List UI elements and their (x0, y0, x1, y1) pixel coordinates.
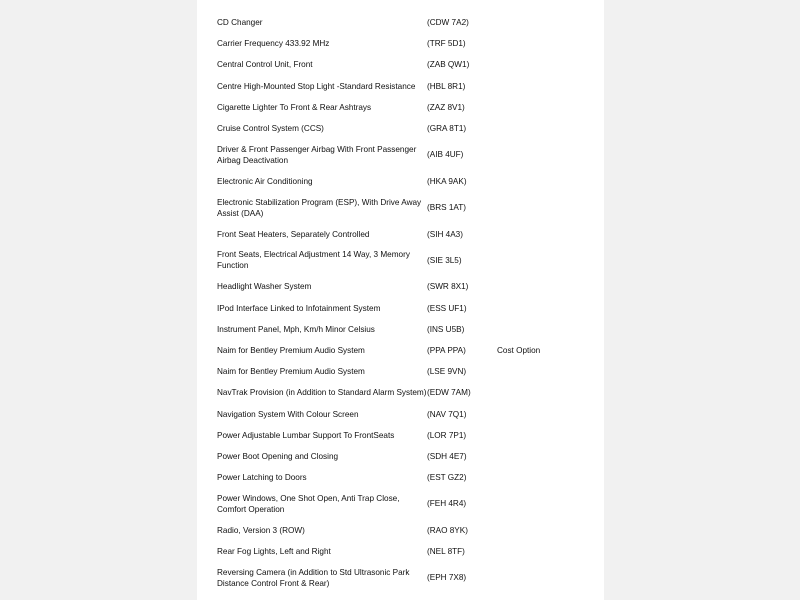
option-name: Naim for Bentley Premium Audio System (217, 367, 365, 377)
option-row (217, 340, 597, 361)
option-code: (FEH 4R4) (427, 499, 467, 509)
option-name: Cruise Control System (CCS) (217, 124, 324, 134)
option-row (217, 33, 597, 54)
option-row (217, 76, 597, 97)
option-name: Power Boot Opening and Closing (217, 451, 339, 461)
option-code: (EPH 7X8) (427, 573, 467, 583)
option-name: Reversing Camera (in Addition to Std Ultrasonic Park Distance Control Front & Rear) (217, 567, 410, 588)
option-row (217, 139, 597, 171)
option-name: Instrument Panel, Mph, Km/h Minor Celsius (217, 324, 375, 334)
option-name: Rear Fog Lights, Left and Right (217, 547, 331, 557)
option-row (217, 446, 597, 467)
option-row (217, 562, 597, 594)
option-code: (LSE 9VN) (427, 367, 467, 377)
option-row (217, 97, 597, 118)
option-code: (ZAB QW1) (427, 60, 470, 70)
option-name: Radio, Version 3 (ROW) (217, 525, 305, 535)
option-code: (TRF 5D1) (427, 39, 466, 49)
option-name: Power Latching to Doors (217, 473, 307, 483)
option-name: NavTrak Provision (in Addition to Standard Alarm System) (217, 388, 427, 398)
option-name: Carrier Frequency 433.92 MHz (217, 39, 330, 49)
option-row (217, 488, 597, 520)
option-code: (BRS 1AT) (427, 203, 466, 213)
option-name: Central Control Unit, Front (217, 60, 313, 70)
option-name: IPod Interface Linked to Infotainment System (217, 303, 381, 313)
option-name: Electronic Air Conditioning (217, 176, 313, 186)
option-name: CD Changer (217, 18, 263, 28)
option-name: Front Seat Heaters, Separately Controlled (217, 229, 370, 239)
option-code: (HKA 9AK) (427, 176, 467, 186)
option-row (217, 171, 597, 192)
option-code: (EDW 7AM) (427, 388, 471, 398)
option-code: (SIE 3L5) (427, 255, 462, 265)
option-row (217, 192, 597, 224)
option-row (217, 118, 597, 139)
option-code: (ESS UF1) (427, 303, 467, 313)
option-name: Cigarette Lighter To Front & Rear Ashtrays (217, 102, 372, 112)
option-code: (NEL 8TF) (427, 547, 465, 557)
option-code: (PPA PPA) (427, 345, 466, 355)
option-row (217, 12, 597, 33)
option-code: (GRA 8T1) (427, 124, 467, 134)
option-name: Driver & Front Passenger Airbag With Front Passenger Airbag Deactivation (217, 144, 417, 165)
option-code: (AIB 4UF) (427, 150, 464, 160)
option-code: (ZAZ 8V1) (427, 102, 465, 112)
option-row (217, 54, 597, 75)
option-code: (SWR 8X1) (427, 282, 469, 292)
option-row (217, 520, 597, 541)
option-row (217, 297, 597, 318)
option-name: Power Windows, One Shot Open, Anti Trap Close, Comfort Operation (217, 493, 400, 514)
option-row (217, 541, 597, 562)
option-code: (HBL 8R1) (427, 81, 466, 91)
option-code: (NAV 7Q1) (427, 409, 467, 419)
option-row (217, 467, 597, 488)
option-note: Cost Option (497, 345, 541, 355)
option-name: Front Seats, Electrical Adjustment 14 Way, 3 Memory Function (217, 250, 410, 271)
option-row (217, 245, 597, 277)
option-row (217, 276, 597, 297)
option-name: Headlight Washer System (217, 282, 312, 292)
option-row (217, 425, 597, 446)
option-name: Naim for Bentley Premium Audio System (217, 345, 365, 355)
option-row (217, 382, 597, 403)
option-name: Power Adjustable Lumbar Support To FrontSeats (217, 430, 395, 440)
option-row (217, 224, 597, 245)
option-row (217, 319, 597, 340)
option-code: (EST GZ2) (427, 473, 467, 483)
option-code: (CDW 7A2) (427, 18, 469, 28)
option-code: (INS U5B) (427, 324, 465, 334)
option-code: (RAO 8YK) (427, 525, 468, 535)
option-code: (SDH 4E7) (427, 451, 467, 461)
option-name: Centre High-Mounted Stop Light -Standard Resistance (217, 81, 416, 91)
options-list (217, 12, 597, 594)
option-row (217, 403, 597, 424)
option-code: (LOR 7P1) (427, 430, 467, 440)
option-row (217, 361, 597, 382)
option-name: Electronic Stabilization Program (ESP), With Drive Away Assist (DAA) (217, 197, 422, 218)
option-code: (SIH 4A3) (427, 229, 463, 239)
document-page (197, 0, 604, 600)
option-name: Navigation System With Colour Screen (217, 409, 359, 419)
